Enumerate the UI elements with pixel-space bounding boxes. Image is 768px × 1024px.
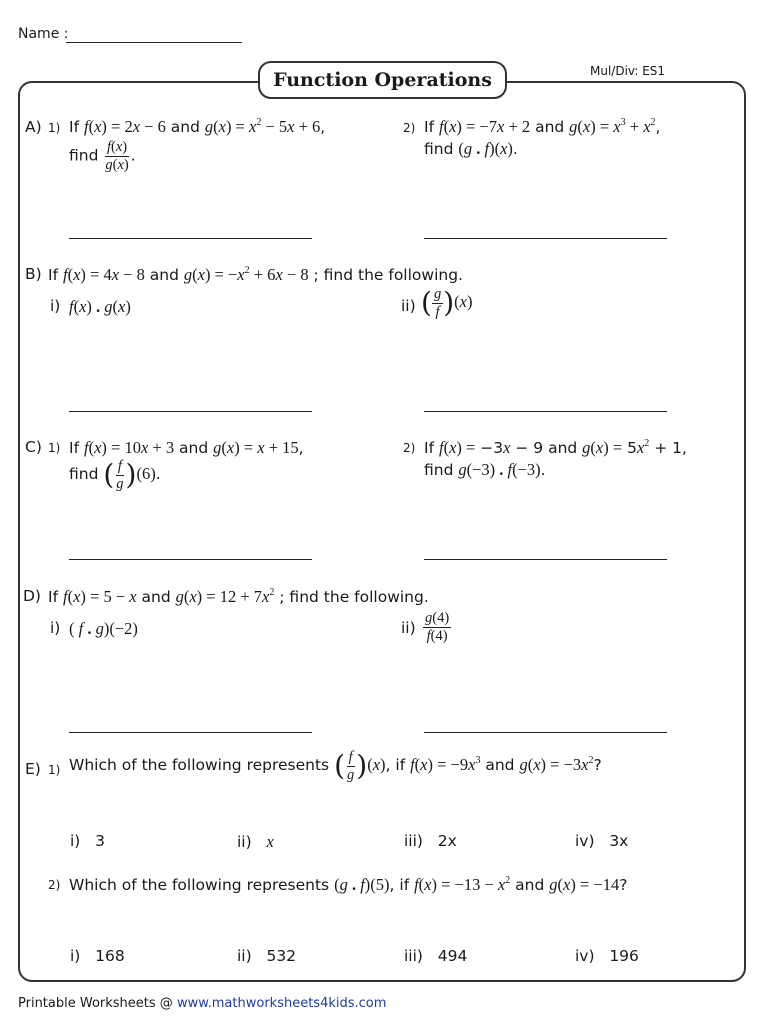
section-d-label: D) [23,587,41,605]
section-a-label: A) [25,118,42,136]
footer-prefix: Printable Worksheets @ [18,996,177,1011]
answer-line-a2[interactable] [424,238,667,239]
question-b-ii-number: ii) [401,297,416,315]
option-e1-iii[interactable]: iii) 2x [404,832,457,850]
footer-link[interactable]: www.mathworksheets4kids.com [176,996,387,1011]
question-d-i: ( f . g)(−2) [69,619,138,638]
question-c1-line1: If f(x) = 10x + 3 and g(x) = x + 15, [69,438,304,457]
question-c1-number: 1) [48,441,61,455]
answer-line-b-i[interactable] [69,411,312,412]
question-d-ii-number: ii) [401,619,416,637]
question-b-i-number: i) [50,297,61,315]
question-a1-line1: If f(x) = 2x − 6 and $g(x) = x^2 - 5x + 6$, [69,117,326,136]
section-e-label: E) [25,760,41,778]
question-d-i-number: i) [50,619,61,637]
worksheet-code: Mul/Div: ES1 [590,64,666,78]
question-e2-text: Which of the following represents (g . f)(5), if $f(x) = -13 - x^2$ and g(x) = −14? [69,875,628,894]
footer [18,996,386,1011]
question-c2-number: 2) [403,441,416,455]
answer-line-a1[interactable] [69,238,312,239]
answer-line-c2[interactable] [424,559,667,560]
option-e1-i[interactable]: i) 3 [70,832,106,850]
question-c2-line2: find g(−3) . f(−3). [424,460,546,479]
question-b-i: f(x) . g(x) [69,297,131,316]
option-e2-iii[interactable]: iii) 494 [404,947,468,965]
question-e2-number: 2) [48,878,61,892]
section-c-label: C) [25,438,42,456]
question-a2-line2: find (g . f)(x). [424,139,518,158]
question-a2-number: 2) [403,121,416,135]
question-a1-number: 1) [48,121,61,135]
option-e1-ii[interactable]: ii) x [237,832,274,851]
option-e2-i[interactable]: i) 168 [70,947,125,965]
name-line[interactable] [66,42,242,43]
answer-line-d-ii[interactable] [424,732,667,733]
question-d-ii: $\frac{g(4)}{f(4)}$ [425,610,450,644]
question-a1-line2: find $\frac{f(x)}{g(x)}$ . [69,139,136,173]
question-a2-line1: If f(x) = −7x + 2 and $g(x) = x^3 + x^2$, [424,117,661,136]
option-e2-ii[interactable]: ii) 532 [237,947,297,965]
option-e2-iv[interactable]: iv) 196 [575,947,639,965]
worksheet-frame [18,81,746,982]
question-e1-lead: Which of the following represents [69,755,330,774]
name-label: Name : [18,26,69,42]
question-e2-lead: Which of the following represents [69,876,330,894]
fraction-f-over-g: $\frac{f(x)}{g(x)}$ [105,139,129,173]
question-e1-number: 1) [48,763,61,777]
question-c1-line2: find ( $\frac{f}{g}$ )(6). [69,458,161,492]
question-c2-line1: If f(x) = −3x − 9 and $g(x) = 5x^2 + 1$, [424,438,687,457]
question-e1-text: Which of the following represents ( $\frac{f}{g}$ )(x), if $f(x) = -9x^3$ and $g(x) = -3x^2$? [69,749,602,783]
section-d-prompt: If f(x) = 5 − x and $g(x) = 12 + 7x^2$ ; find the following. [48,587,429,606]
answer-line-b-ii[interactable] [424,411,667,412]
page-title: Function Operations [273,69,492,91]
question-b-ii: ( $\frac{g}{f}$ )(x) [421,286,473,320]
answer-line-d-i[interactable] [69,732,312,733]
section-b-label: B) [25,265,42,283]
title-box [258,61,507,99]
section-b-prompt: If f(x) = 4x − 8 and $g(x) = -x^2 + 6x - 8$ ; find the following. [48,265,463,284]
option-e1-iv[interactable]: iv) 3x [575,832,629,850]
answer-line-c1[interactable] [69,559,312,560]
